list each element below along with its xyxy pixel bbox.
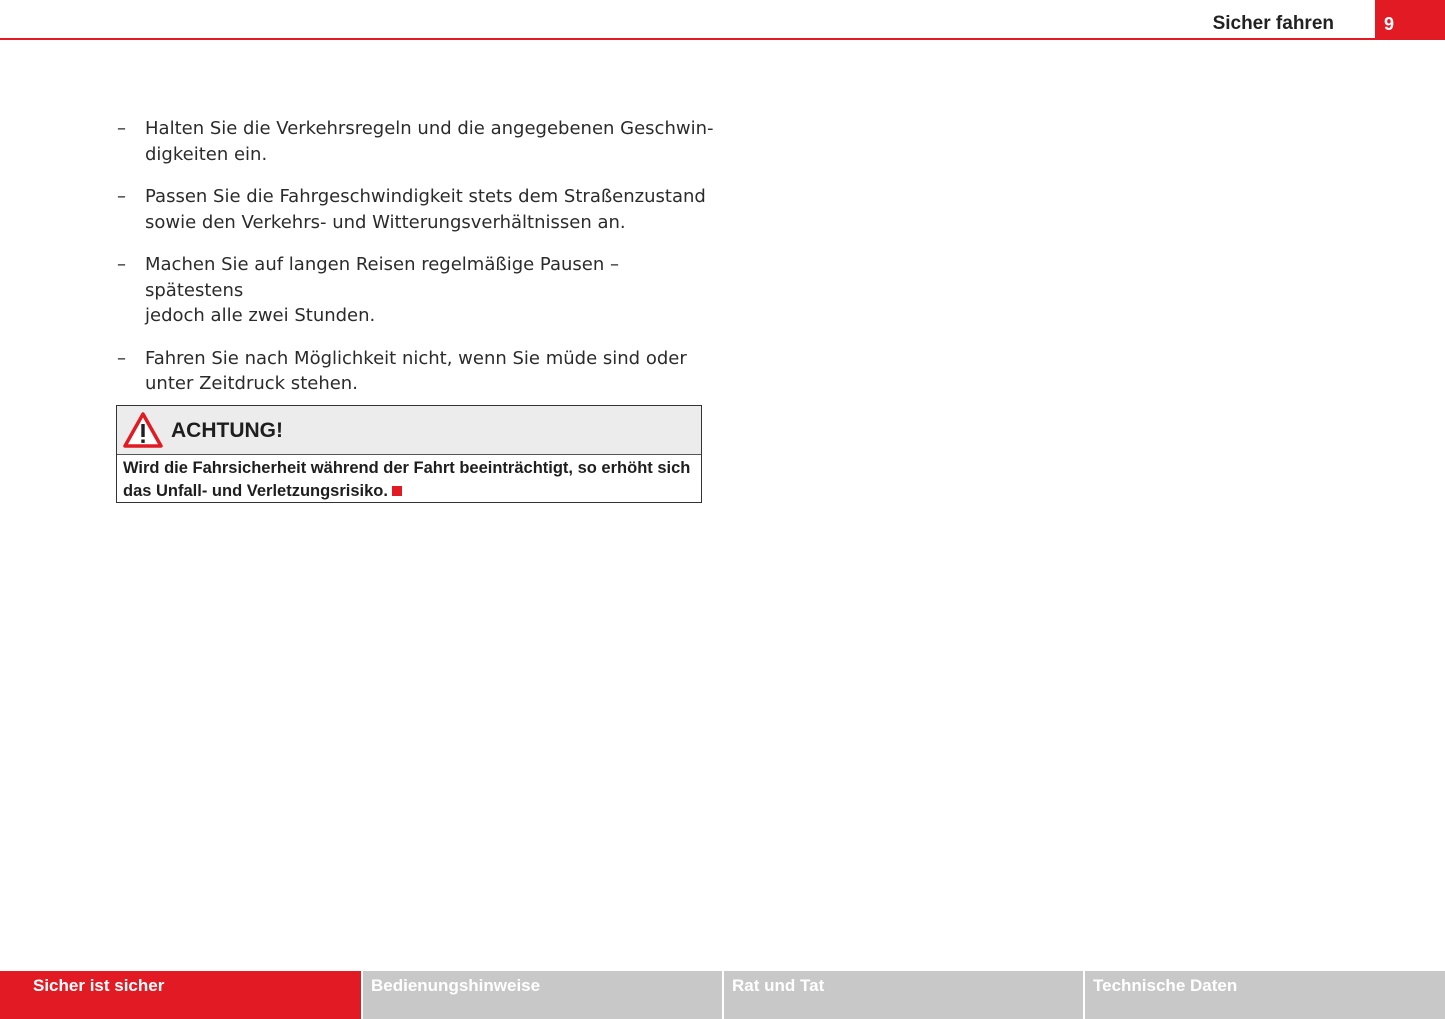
bullet-list <box>117 116 717 414</box>
warning-box <box>116 405 702 503</box>
tab-label: Rat und Tat <box>732 976 825 995</box>
list-item-line: sowie den Verkehrs- und Witterungsverhältnissen an. <box>145 211 626 233</box>
warning-title: ACHTUNG! <box>171 419 283 442</box>
page-number: 9 <box>1384 14 1395 34</box>
tab-sicher-ist-sicher[interactable] <box>0 971 361 1019</box>
list-item-line: jedoch alle zwei Stunden. <box>145 305 376 326</box>
list-item-line: unter Zeitdruck stehen. <box>145 373 358 394</box>
section-title: Sicher fahren <box>1212 13 1334 34</box>
tab-technische-daten[interactable] <box>1085 971 1445 1019</box>
warning-header <box>117 406 701 455</box>
header-rule <box>0 38 1445 40</box>
tab-label: Technische Daten <box>1093 976 1238 995</box>
tab-bedienungshinweise[interactable] <box>363 971 722 1019</box>
end-mark-icon <box>392 486 402 496</box>
footer-nav <box>0 971 1445 1019</box>
list-item-line: digkeiten ein. <box>145 143 268 165</box>
warning-text-line: das Unfall- und Verletzungsrisiko. <box>123 482 388 500</box>
dash-marker: – <box>117 186 126 207</box>
list-item-line: Fahren Sie nach Möglichkeit nicht, wenn Sie müde sind oder <box>145 347 687 369</box>
dash-marker: – <box>117 118 126 139</box>
page-number-badge <box>1375 0 1445 40</box>
warning-text <box>117 455 701 503</box>
tab-label: Bedienungshinweise <box>371 976 541 995</box>
list-item <box>117 184 717 235</box>
list-item-line: Halten Sie die Verkehrsregeln und die angegebenen Geschwin- <box>145 118 714 139</box>
tab-label: Sicher ist sicher <box>33 976 165 995</box>
list-item <box>117 252 717 329</box>
list-item <box>117 116 717 167</box>
list-item-line: Passen Sie die Fahrgeschwindigkeit stets dem Straßenzustand <box>145 186 706 207</box>
dash-marker: – <box>117 347 126 369</box>
list-item <box>117 346 717 397</box>
warning-triangle-icon <box>123 412 163 448</box>
warning-text-line: Wird die Fahrsicherheit während der Fahrt beeinträchtigt, so erhöht sich <box>123 459 691 477</box>
dash-marker: – <box>117 254 126 275</box>
tab-rat-und-tat[interactable] <box>724 971 1083 1019</box>
list-item-line: Machen Sie auf langen Reisen regelmäßige Pausen – spätestens <box>145 254 619 301</box>
